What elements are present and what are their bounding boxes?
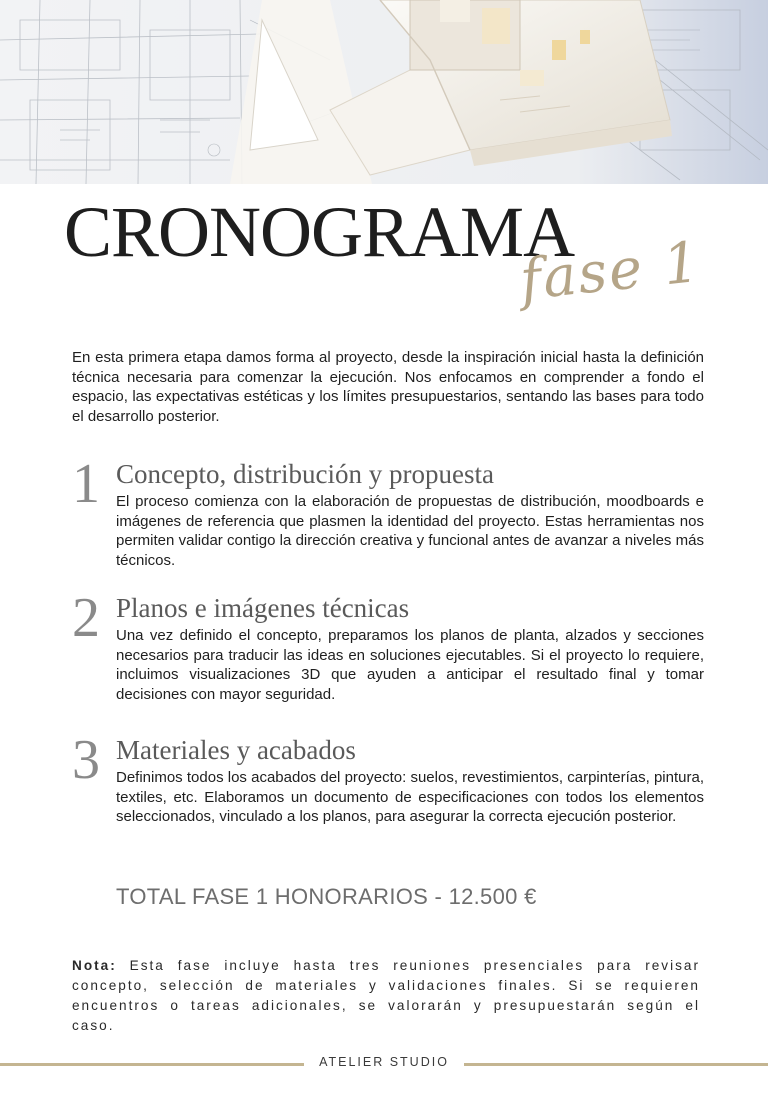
- page-subtitle: fase 1: [517, 229, 705, 314]
- footer-divider-right: [464, 1063, 768, 1066]
- footer-brand: ATELIER STUDIO: [319, 1055, 449, 1069]
- step-title: Materiales y acabados: [116, 735, 356, 765]
- intro-paragraph: En esta primera etapa damos forma al proyecto, desde la inspiración inicial hasta la definición técnica necesaria para comenzar la ejecución. Nos enfocamos en comprender a fondo el espacio, las expectativas estéticas y los límites presupuestarios, sentando las bases para todo el desarrollo posterior.: [72, 349, 704, 425]
- architecture-model-illustration: [0, 0, 768, 184]
- step-body: Una vez definido el concepto, preparamos los planos de planta, alzados y secciones necesarios para traducir las ideas en soluciones ejecutables. Si el proyecto lo requiere, incluimos visualizaciones 3D que ayuden a anticipar el resultado final y tomar decisiones con mayor seguridad.: [116, 627, 704, 703]
- step-body: El proceso comienza con la elaboración de propuestas de distribución, moodboards e imágenes de referencia que plasmen la identidad del proyecto. Estas herramientas nos permiten validar contigo la dirección creativa y funcional antes de avanzar a niveles más técnicos.: [116, 493, 704, 569]
- note-paragraph: [72, 956, 700, 1036]
- step-body: Definimos todos los acabados del proyecto: suelos, revestimientos, carpinterías, pintura, textiles, etc. Elaboramos un documento de especificaciones con todos los elementos seleccionados, vinculado a los planos, para asegurar la correcta ejecución posterior.: [116, 769, 704, 825]
- step-number: 3: [72, 729, 100, 791]
- step-title: Planos e imágenes técnicas: [116, 593, 410, 623]
- page-title: CRONOGRAMA: [64, 192, 575, 272]
- step-title: Concepto, distribución y propuesta: [116, 459, 494, 489]
- hero-image: [0, 0, 768, 184]
- footer-divider-left: [0, 1063, 304, 1066]
- total-fees: TOTAL FASE 1 HONORARIOS - 12.500 €: [116, 884, 537, 909]
- step-number: 2: [72, 587, 100, 649]
- note-text: Esta fase incluye hasta tres reuniones presenciales para revisar concepto, selección de materiales y validaciones finales. Si se requieren encuentros o tareas adicionales, se valorarán y presupuestarán según el caso.: [72, 958, 700, 1033]
- note-label: Nota:: [72, 958, 117, 973]
- step-number: 1: [72, 453, 100, 515]
